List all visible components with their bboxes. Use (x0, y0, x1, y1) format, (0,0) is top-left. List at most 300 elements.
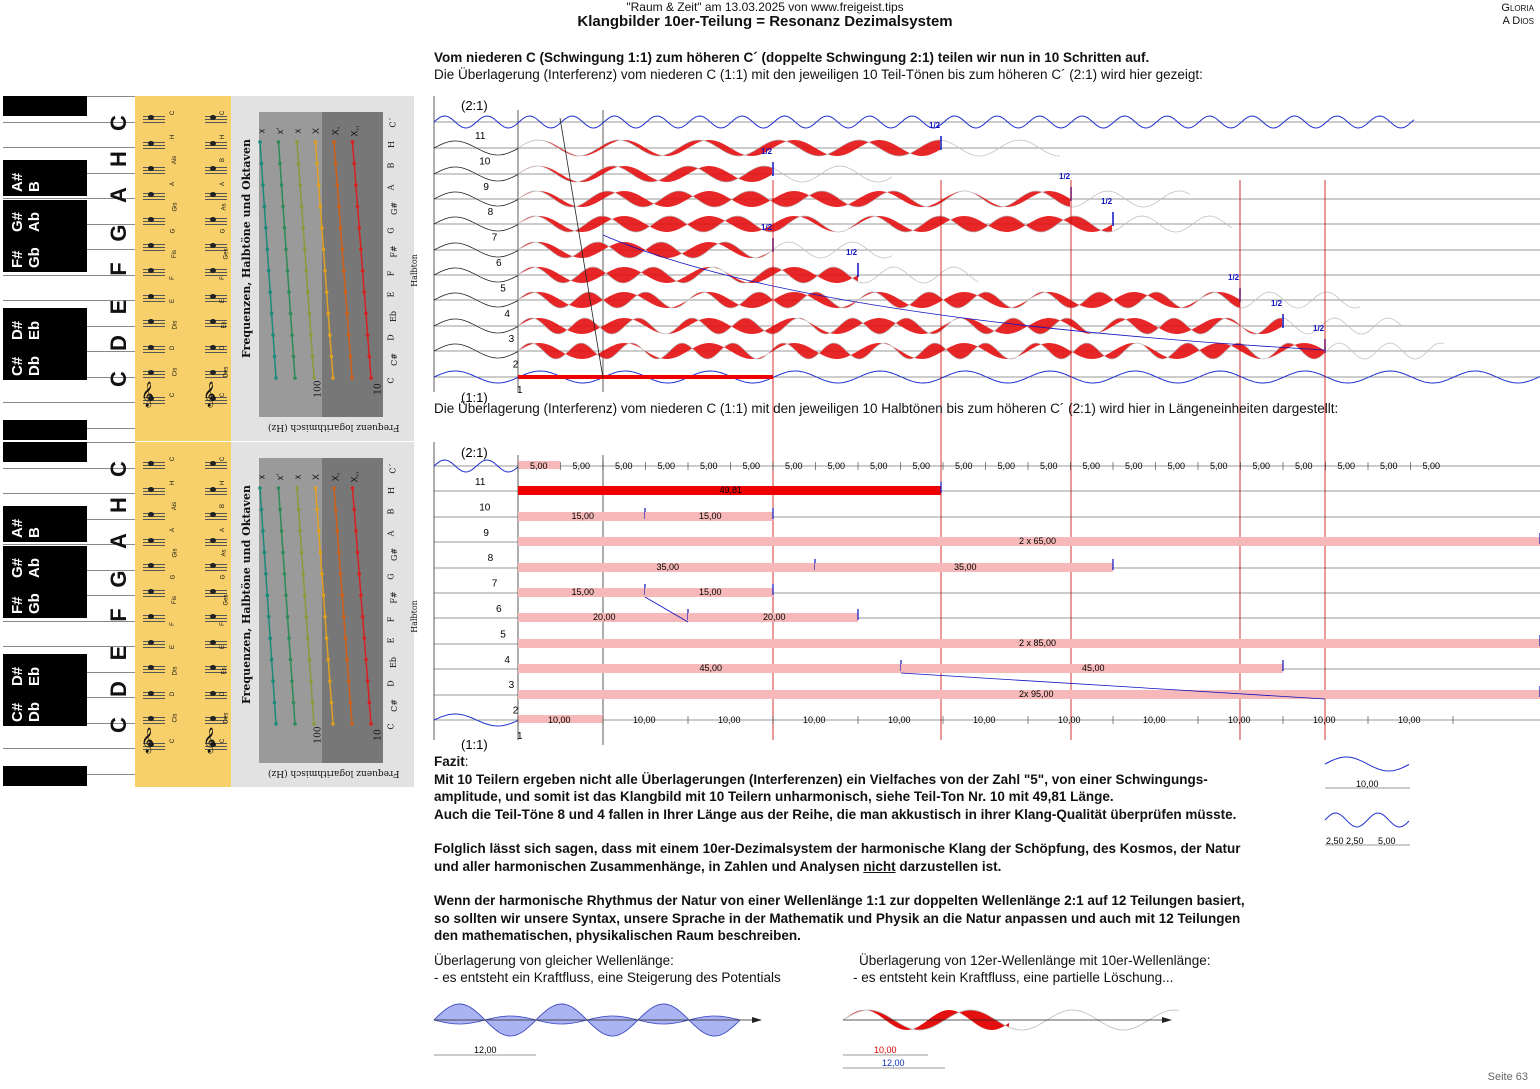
scale-label: 5,00 (742, 461, 761, 471)
freq-dot (354, 183, 358, 187)
length-label: 45,00 (1082, 663, 1105, 673)
fazit-p2b-em: nicht (863, 858, 896, 874)
scale-label: 5,00 (1252, 461, 1271, 471)
freq-dot (300, 551, 304, 555)
freq-dot (261, 529, 265, 533)
freq-dot (359, 248, 363, 252)
length-label: 15,00 (571, 511, 595, 521)
scale-label: 10,00 (973, 715, 996, 725)
staff-note-name: C (170, 110, 177, 116)
freq-dot (332, 486, 336, 490)
staff-note-name: Fis (172, 250, 178, 258)
freq-dot (345, 658, 349, 662)
white-key-label: F (106, 608, 131, 622)
freq-dot (356, 205, 360, 209)
freq-dot (280, 183, 284, 187)
freq-dot (308, 312, 312, 316)
freq-top-mark: X (311, 473, 322, 481)
freq-dot (339, 572, 343, 576)
legend-wave-2 (1325, 813, 1409, 827)
staff-note-name: D (170, 345, 177, 351)
freq-dot (303, 248, 307, 252)
freq-dot (368, 701, 372, 705)
freq-dot (280, 529, 284, 533)
freq-dot (264, 572, 268, 576)
freq-dot (366, 333, 370, 337)
legend-label: 2,50 (1346, 836, 1364, 846)
white-key-label: G (106, 224, 131, 242)
fazit-p3a: Wenn der harmonische Rhythmus der Natur von einer Wellenlänge 1:1 zur doppelten Wellenlänge 2:1 auf 12 Teilungen basiert, (434, 893, 1245, 908)
freq-line (353, 488, 372, 724)
freq-line (316, 142, 334, 378)
freq-dot (277, 140, 281, 144)
freq-dot (309, 333, 313, 337)
staff-note-name: Cis (172, 713, 179, 722)
row-note-label: D (386, 680, 396, 687)
freq-dot (260, 508, 264, 512)
white-key-label: F (106, 262, 131, 276)
half-mark: 1/2 (1271, 299, 1283, 308)
row-note-label: F# (389, 591, 399, 604)
freq-dot (290, 333, 294, 337)
divisor-label: 11 (475, 477, 486, 488)
clef-icon: 𝄞 (203, 728, 217, 753)
fazit-p2b (434, 858, 1314, 876)
freq-dot (354, 529, 358, 533)
half-mark: 1/2 (761, 223, 773, 232)
freq-dot (306, 290, 310, 294)
black-key-flat: Gb (26, 593, 43, 614)
fazit-p1c: Auch die Teil-Töne 8 und 4 fallen in Ihrer Länge aus der Reihe, die man akkustisch in ihrer Klang-Qualität überprüfen müsste. (434, 806, 1237, 822)
scale-label: 5,00 (1422, 461, 1441, 471)
staff-note-name: C (170, 738, 177, 744)
row-note-label: G# (390, 547, 400, 562)
wave-fill-bottom (518, 375, 773, 379)
scale-label: 5,00 (700, 461, 718, 471)
staff-note-name: Ges (223, 594, 230, 606)
staff-note-name: Cis (172, 367, 179, 376)
divisor-label: 7 (491, 232, 498, 244)
scale-label: 5,00 (912, 461, 931, 471)
fazit-p3b: so sollten wir unsere Syntax, unsere Sprache in der Mathematik und Physik an die Natur anpassen und auch mit 12 Teilungen (434, 910, 1241, 926)
black-key-sharp: A# (9, 172, 26, 192)
scale-label: 5,00 (1380, 461, 1398, 471)
freq-line (297, 488, 314, 724)
freq-dot (347, 333, 351, 337)
staff-note-name: H (170, 480, 177, 485)
scale-label: 5,00 (530, 461, 548, 471)
source-line: "Raum & Zeit" am 13.03.2025 von www.freigeist.tips (626, 0, 904, 14)
freq-dot (298, 183, 302, 187)
divisor-label: 10 (479, 502, 491, 514)
freq-dot (271, 333, 275, 337)
half-mark: 1/2 (1101, 197, 1113, 206)
black-key-flat: Ab (26, 212, 43, 232)
row-note-label: Eb (388, 656, 398, 668)
row-note-label: B (386, 508, 396, 515)
freq-dot (364, 658, 368, 662)
staff-note-name: Gis (172, 548, 179, 558)
freq-dot (323, 615, 327, 619)
freq-dot (349, 701, 353, 705)
staff-note-name: C (170, 392, 177, 398)
ratio-bottom-label: (1:1) (461, 390, 488, 405)
row-note-label: E (386, 637, 396, 644)
freq-dot (356, 551, 360, 555)
freq-dot (295, 140, 299, 144)
freq-dot (298, 529, 302, 533)
arrow-head (1162, 1017, 1172, 1023)
freq-top-mark: X, (330, 126, 341, 136)
staff-note-name: E (170, 298, 177, 304)
half-mark: 1/2 (1228, 273, 1240, 282)
freq-top-mark: x (292, 128, 303, 134)
freq-dot (274, 722, 278, 726)
staff-note-name: H (220, 134, 227, 139)
page-number: Seite 63 (1487, 1071, 1528, 1083)
divisor-label: 7 (491, 578, 498, 590)
scale-label: 5,00 (615, 461, 633, 471)
black-key-sharp: D# (9, 320, 26, 340)
clef-icon: 𝄞 (203, 382, 217, 407)
freq-dot (270, 312, 274, 316)
bottom-left-title: Überlagerung von gleicher Wellenlänge: (434, 953, 674, 968)
halbton-label: Halbton (409, 600, 419, 633)
scale-label: 10,00 (888, 715, 911, 725)
staff-note-name: A (220, 181, 227, 186)
staff-note-name: As (221, 203, 228, 211)
bottom-right-label-red: 10,00 (874, 1045, 897, 1055)
freq-dot (350, 722, 354, 726)
white-key-label: D (106, 681, 131, 697)
divisor-label: 3 (508, 334, 515, 346)
staff-note-name: G (220, 228, 227, 233)
freq-dot (258, 486, 262, 490)
fazit-p1b: amplitude, und somit ist das Klangbild mit 10 Teilern unharmonisch, siehe Teil-Ton Nr. 10 mit 49,81 Länge. (434, 789, 1114, 804)
freq-top-mark: x (292, 474, 303, 480)
freq-dot (351, 140, 355, 144)
freq-dot (314, 486, 318, 490)
fazit-p2a: Folglich lässt sich sagen, dass mit einem 10er-Dezimalsystem der harmonische Klang der Schöpfung, des Kosmos, der Natur (434, 841, 1241, 856)
freq-dot (290, 679, 294, 683)
staff-note-name: B (220, 157, 227, 163)
staff-note-name: C (220, 110, 227, 116)
freq-dot (283, 572, 287, 576)
freq-dot (336, 183, 340, 187)
row-note-label: B (386, 162, 396, 169)
freq-dot (267, 269, 271, 273)
freq-top-mark: X,, (349, 125, 360, 137)
freq-dot (286, 615, 290, 619)
scale-label: 5,00 (1295, 461, 1313, 471)
staff-note-name: E (220, 644, 227, 650)
legend-label: 2,50 (1326, 836, 1344, 846)
clef-icon: 𝄞 (141, 382, 155, 407)
staff-note-name: E (220, 298, 227, 304)
freq-dot (366, 679, 370, 683)
freq-dot (330, 701, 334, 705)
freq-dot (305, 615, 309, 619)
freq-dot (352, 508, 356, 512)
staff-note-name: E (170, 644, 177, 650)
freq-dot (328, 679, 332, 683)
freq-dot (340, 248, 344, 252)
freq-dot (320, 572, 324, 576)
freq-dot (369, 376, 373, 380)
scale-label: 10,00 (1143, 715, 1166, 725)
freq-vertical-label: Frequenzen, Halbtöne und Oktaven (240, 139, 253, 358)
staff-note-name: G (170, 228, 177, 233)
row-note-label: A (386, 530, 396, 536)
freq-dot (261, 183, 265, 187)
freq-dot (330, 355, 334, 359)
halbton-label: Halbton (409, 254, 419, 287)
half-mark: 1/2 (846, 248, 858, 257)
white-key-label: C (106, 115, 131, 131)
bottom-left-sub: - es entsteht ein Kraftfluss, eine Steigerung des Potentials (434, 970, 781, 985)
length-label: 15,00 (699, 511, 722, 521)
freq-tick-100: 100 (313, 726, 324, 744)
scale-label: 5,00 (1167, 461, 1186, 471)
freq-dot (293, 376, 297, 380)
row-note-label: C´ (388, 463, 398, 474)
ratio-top-label: (2:1) (461, 98, 488, 113)
row-note-label: G (386, 226, 396, 234)
black-key-sharp: F# (9, 596, 26, 614)
white-key-label: H (106, 151, 131, 167)
section2-title: Die Überlagerung (Interferenz) vom niederen C (1:1) mit den jeweiligen 10 Halbtönen bis zum höheren C´ (2:1) wird hier in Längeneinheiten dargestellt: (434, 401, 1339, 416)
staff-note-name: F (219, 621, 226, 626)
freq-line (316, 488, 334, 724)
bottom-left-label: 12,00 (474, 1045, 497, 1055)
staff-note-name: Dis (172, 666, 179, 675)
divisor-label: 2 (512, 359, 519, 371)
scale-label: 5,00 (785, 461, 803, 471)
clef-icon: 𝄞 (141, 728, 155, 753)
corner-signature-line2: A Dios (1502, 15, 1534, 27)
freq-dot (286, 269, 290, 273)
freq-dot (297, 508, 301, 512)
staff-note-name: B (220, 503, 227, 509)
white-key-label: D (106, 335, 131, 351)
freq-dot (320, 226, 324, 230)
scale-label: 5,00 (997, 461, 1016, 471)
staff-note-name: C (170, 456, 177, 462)
divisor-label: 6 (496, 258, 502, 269)
freq-dot (325, 290, 329, 294)
divisor-label: 10 (479, 156, 491, 168)
staff-note-name: F (169, 621, 176, 626)
freq-top-mark: x' (275, 473, 286, 481)
scale-label: 5,00 (1082, 461, 1101, 471)
freq-dot (340, 594, 344, 598)
scale-label: 5,00 (1125, 461, 1143, 471)
divisor-label: 5 (500, 283, 506, 295)
freq-dot (274, 376, 278, 380)
freq-top-mark: X (311, 127, 322, 135)
freq-dot (311, 355, 315, 359)
freq-dot (323, 269, 327, 273)
freq-line (297, 142, 314, 378)
freq-dot (357, 572, 361, 576)
freq-dot (361, 615, 365, 619)
freq-dot (332, 140, 336, 144)
scale-label: 5,00 (827, 461, 846, 471)
row-note-label: F# (389, 245, 399, 258)
legend-label: 5,00 (1378, 836, 1396, 846)
row-note-label: F (386, 270, 396, 276)
black-key-sharp: C# (9, 702, 26, 722)
black-key-flat: B (26, 181, 43, 192)
half-mark: 1/2 (761, 147, 773, 156)
freq-dot (281, 551, 285, 555)
fazit-p3c: den mathematischen, physikalischen Raum beschreiben. (434, 928, 801, 943)
divisor-label: 5 (500, 629, 506, 641)
staff-note-name: Ais (172, 155, 179, 165)
freq-top-mark: X,, (349, 471, 360, 483)
bottom-right-title: Überlagerung von 12er-Wellenlänge mit 10er-Wellenlänge: (859, 953, 1211, 968)
fazit-title: Fazit (434, 754, 465, 769)
length-label: 2 x 85,00 (1019, 638, 1057, 648)
freq-dot (314, 140, 318, 144)
fazit-p1: Mit 10 Teilern ergeben nicht alle Überlagerungen (Interferenzen) ein Vielfaches von der Zahl "5", von einer Schwingungs- (434, 771, 1208, 787)
freq-dot (278, 162, 282, 166)
length-label: 20,00 (763, 612, 786, 622)
freq-dot (334, 162, 338, 166)
corner-signature-line1: Gloria (1501, 2, 1534, 14)
half-mark: 1/2 (1313, 324, 1325, 333)
freq-top-mark: x' (275, 127, 286, 135)
freq-dot (287, 636, 291, 640)
scale-label: 10,00 (1313, 715, 1336, 725)
freq-dot (292, 701, 296, 705)
black-key-flat: Ab (26, 558, 43, 578)
divisor-label: 1 (517, 385, 523, 396)
staff-note-name: Gis (172, 202, 179, 212)
freq-dot (342, 269, 346, 273)
freq-dot (331, 376, 335, 380)
divisor-label: 11 (475, 131, 486, 142)
freq-dot (363, 636, 367, 640)
freq-dot (345, 312, 349, 316)
staff-note-name: Es (221, 320, 228, 329)
staff-note-name: Des (223, 712, 230, 723)
freq-line (353, 142, 372, 378)
staff-note-name: G (220, 574, 227, 579)
freq-bottom-label: Frequenz logarithmisch (Hz) (268, 422, 400, 432)
intro-line-1: Vom niederen C (Schwingung 1:1) zum höheren C´ (doppelte Schwingung 2:1) teilen wir nun in 10 Schritten auf. (434, 50, 1150, 65)
freq-dot (284, 594, 288, 598)
freq-dot (359, 594, 363, 598)
staff-note-name: G (170, 574, 177, 579)
row-note-label: G (386, 572, 396, 580)
freq-dot (301, 226, 305, 230)
freq-dot (312, 376, 316, 380)
freq-dot (268, 636, 272, 640)
black-key-sharp: F# (9, 250, 26, 268)
freq-dot (300, 205, 304, 209)
staff-note-name: Des (223, 366, 230, 377)
staff-note-name: Es (221, 666, 228, 675)
scale-label: 10,00 (1228, 715, 1251, 725)
freq-dot (325, 636, 329, 640)
scale-label: 10,00 (633, 715, 656, 725)
scale-label: 5,00 (1040, 461, 1058, 471)
legend-wave-1 (1325, 757, 1409, 771)
freq-dot (266, 594, 270, 598)
freq-dot (295, 486, 299, 490)
row-note-label: C (386, 723, 396, 730)
length-label: 2x 95,00 (1019, 689, 1054, 699)
half-mark: 1/2 (1059, 172, 1071, 181)
freq-dot (270, 658, 274, 662)
freq-dot (317, 529, 321, 533)
black-key-sharp: C# (9, 356, 26, 376)
freq-dot (319, 205, 323, 209)
staff-note-name: H (170, 134, 177, 139)
row-note-label: C# (389, 698, 399, 712)
scale-label: 5,00 (657, 461, 676, 471)
freq-dot (334, 508, 338, 512)
freq-dot (344, 290, 348, 294)
white-key-label: E (106, 299, 131, 315)
divisor-label: 8 (487, 553, 494, 565)
white-key-label: A (106, 533, 131, 549)
freq-dot (357, 226, 361, 230)
length-label: 35,00 (954, 562, 977, 572)
length-label: 15,00 (699, 587, 722, 597)
scale-label: 5,00 (572, 461, 591, 471)
staff-note-name: As (221, 549, 228, 557)
white-key-label: G (106, 570, 131, 588)
freq-dot (297, 162, 301, 166)
freq-dot (289, 658, 293, 662)
staff-note-name: C (220, 392, 227, 398)
divisor-label: 3 (508, 680, 515, 692)
freq-dot (268, 290, 272, 294)
freq-dot (273, 355, 277, 359)
freq-dot (264, 226, 268, 230)
freq-line (260, 142, 276, 378)
staff-note-name: H (220, 480, 227, 485)
scale-label: 5,00 (1210, 461, 1228, 471)
freq-dot (344, 636, 348, 640)
divisor-label: 8 (487, 207, 494, 219)
freq-tick-10: 10 (373, 729, 384, 741)
black-key-flat: Eb (26, 320, 43, 340)
freq-dot (339, 226, 343, 230)
staff-note-name: Dis (172, 320, 179, 329)
freq-dot (308, 658, 312, 662)
freq-top-mark: x (256, 474, 267, 480)
divisor-label: 4 (504, 654, 510, 666)
page-title: Klangbilder 10er-Teilung = Resonanz Dezimalsystem (577, 13, 953, 30)
staff-note-name: Ges (223, 248, 230, 260)
white-key-label: C (106, 717, 131, 733)
row-note-label: H (386, 140, 396, 148)
freq-dot (263, 205, 267, 209)
freq-dot (337, 205, 341, 209)
divisor-label: 1 (517, 731, 523, 742)
freq-dot (336, 529, 340, 533)
freq-dot (309, 679, 313, 683)
freq-dot (278, 508, 282, 512)
freq-vertical-label: Frequenzen, Halbtöne und Oktaven (240, 485, 253, 704)
divisor-label: 9 (483, 181, 489, 193)
freq-dot (315, 162, 319, 166)
ratio-top-label: (2:1) (461, 445, 488, 460)
freq-dot (315, 508, 319, 512)
